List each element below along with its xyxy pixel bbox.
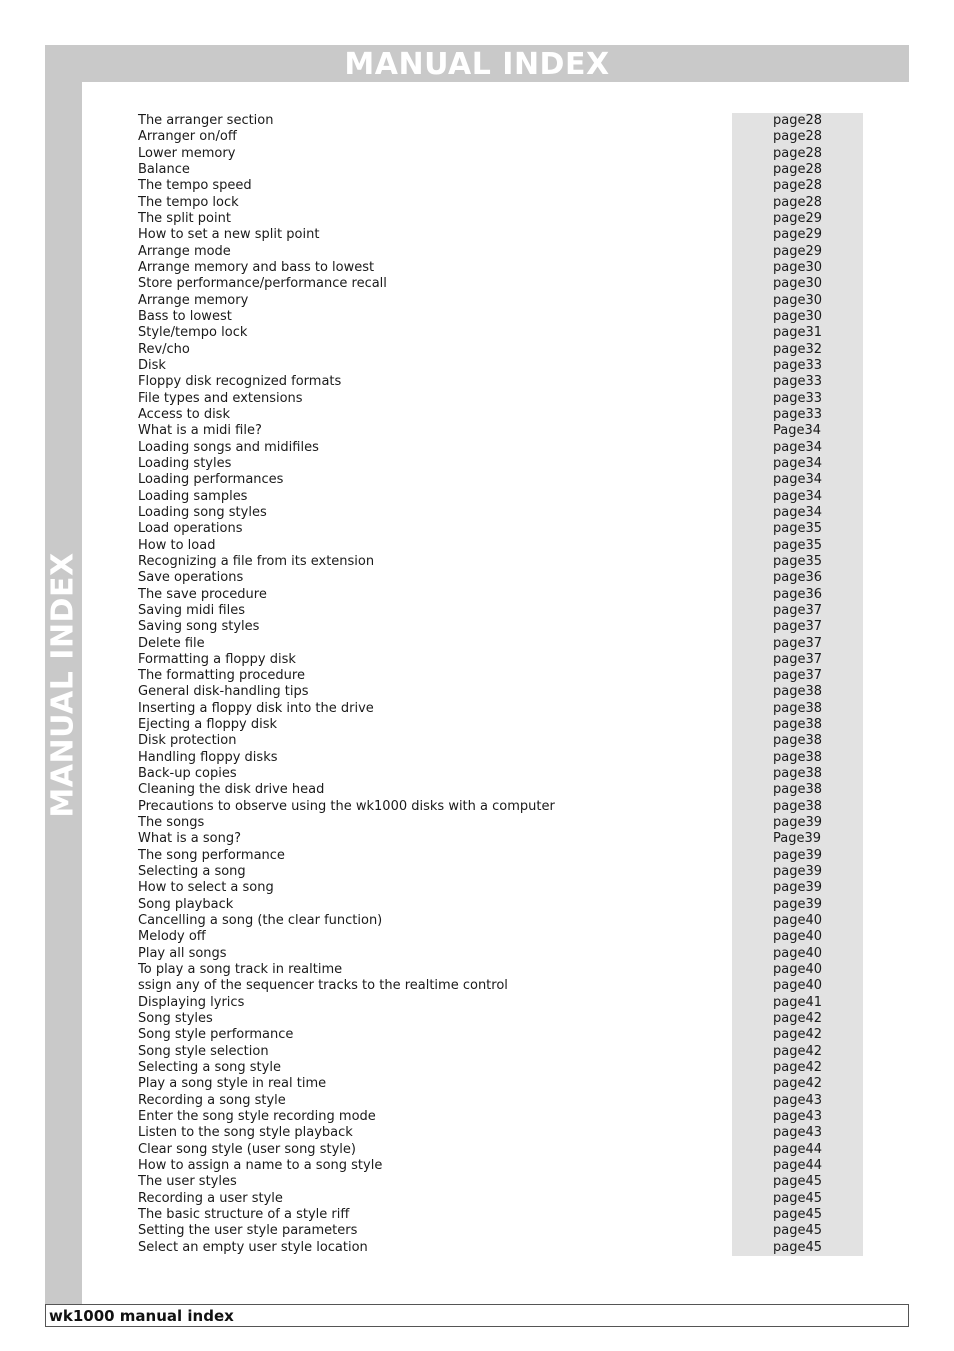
index-entry (138, 750, 863, 766)
index-entry-title: The tempo speed (138, 178, 252, 194)
index-entry-title: Formatting a floppy disk (138, 651, 296, 667)
index-entry-title: Loading performances (138, 472, 284, 488)
index-entry (138, 570, 863, 586)
index-entry-page: page34 (773, 472, 823, 488)
page-title: MANUAL INDEX (344, 47, 610, 82)
index-entry-title: Cancelling a song (the clear function) (138, 913, 383, 929)
index-entry (138, 1093, 863, 1109)
index-entry (138, 848, 863, 864)
index-entry-title: Select an empty user style location (138, 1239, 368, 1255)
index-entry-page: page45 (773, 1223, 823, 1239)
index-entry (138, 652, 863, 668)
index-entry (138, 195, 863, 211)
index-entry (138, 1044, 863, 1060)
index-entry-page: page38 (773, 717, 823, 733)
index-entry (138, 701, 863, 717)
index-entry-title: Arrange memory (138, 292, 249, 308)
index-entry-title: What is a midi file? (138, 423, 262, 439)
index-entry-title: The save procedure (138, 586, 267, 602)
index-entry-title: Disk protection (138, 733, 237, 749)
index-entry-page: page39 (773, 847, 823, 863)
index-entry-page: page33 (773, 406, 823, 422)
index-entry-title: Loading song styles (138, 504, 267, 520)
index-entry-title: Selecting a song style (138, 1060, 281, 1076)
index-entry-title: Save operations (138, 570, 244, 586)
index-entry-page: page42 (773, 1076, 823, 1092)
footer-label: wk1000 manual index (49, 1307, 234, 1325)
index-entry (138, 227, 863, 243)
index-entry (138, 978, 863, 994)
index-entry-page: page30 (773, 292, 823, 308)
index-entry-page: page38 (773, 749, 823, 765)
index-entry-title: Ejecting a floppy disk (138, 717, 278, 733)
index-entry-title: How to assign a name to a song style (138, 1158, 383, 1173)
index-entry (138, 505, 863, 521)
index-entry-title: Loading songs and midifiles (138, 439, 319, 455)
index-entry (138, 554, 863, 570)
index-entry-title: Selecting a song (138, 864, 246, 880)
index-entry-page: page40 (773, 962, 823, 978)
index-entry-title: Balance (138, 161, 190, 177)
index-entry (138, 1223, 863, 1239)
index-entry (138, 636, 863, 652)
index-entry-title: General disk-handling tips (138, 684, 309, 700)
index-entry-page: page42 (773, 1043, 823, 1059)
index-entry-page: page31 (773, 325, 823, 341)
index-entry (138, 1011, 863, 1027)
index-entry-title: The songs (138, 815, 205, 831)
index-entry-page: Page34 (773, 423, 822, 439)
index-entry (138, 1158, 863, 1174)
index-entry-page: page43 (773, 1092, 823, 1108)
index-entry-page: page38 (773, 733, 823, 749)
index-entry-page: page39 (773, 896, 823, 912)
index-entry-page: page33 (773, 374, 823, 390)
index-entry-title: The user styles (138, 1174, 237, 1190)
index-entry-title: Play a song style in real time (138, 1076, 327, 1092)
index-entry (138, 113, 863, 129)
index-entry-title: Arrange mode (138, 243, 231, 259)
index-entry (138, 276, 863, 292)
index-entry-page: page37 (773, 651, 823, 667)
index-entry-title: Handling floppy disks (138, 749, 278, 765)
index-entry (138, 733, 863, 749)
index-entry (138, 995, 863, 1011)
index-entry (138, 1027, 863, 1043)
index-entry (138, 162, 863, 178)
index-entry-page: page36 (773, 570, 823, 586)
index-entry (138, 129, 863, 145)
index-entry-title: Setting the user style parameters (138, 1223, 358, 1239)
index-entry-title: Listen to the song style playback (138, 1125, 353, 1141)
index-entry-page: page35 (773, 553, 823, 569)
index-entry-title: Floppy disk recognized formats (138, 374, 342, 390)
index-entry-title: Arrange memory and bass to lowest (138, 259, 375, 275)
index-entry (138, 1125, 863, 1141)
index-entry-page: page30 (773, 276, 823, 292)
index-entry-page: page38 (773, 798, 823, 814)
index-entry (138, 521, 863, 537)
index-entry-title: How to select a song (138, 880, 274, 896)
index-entry-title: Melody off (138, 929, 206, 945)
index-entry-title: Rev/cho (138, 341, 190, 357)
index-entry (138, 309, 863, 325)
index-entry (138, 358, 863, 374)
index-entry-title: Arranger on/off (138, 129, 237, 145)
index-entry (138, 489, 863, 505)
index-entry-title: What is a song? (138, 831, 242, 847)
index-entry (138, 929, 863, 945)
index-entry-page: page28 (773, 113, 823, 128)
index-entry-page: page37 (773, 635, 823, 651)
index-entry-title: Loading styles (138, 455, 232, 471)
index-entry-page: page37 (773, 619, 823, 635)
index-entry-page: page41 (773, 994, 823, 1010)
index-entry (138, 946, 863, 962)
index-entry (138, 619, 863, 635)
index-entry-page: page30 (773, 259, 823, 275)
index-entry-title: Back-up copies (138, 766, 237, 782)
index-entry (138, 260, 863, 276)
index-entry-title: How to load (138, 537, 216, 553)
index-entry-title: The split point (138, 210, 231, 226)
index-entry-title: Recording a user style (138, 1190, 283, 1206)
index-entry (138, 799, 863, 815)
index-entry-title: The formatting procedure (138, 668, 305, 684)
index-entry (138, 342, 863, 358)
index-entry-page: page37 (773, 668, 823, 684)
index-entry-title: Song style performance (138, 1027, 294, 1043)
index-entry-page: page28 (773, 161, 823, 177)
index-entry-title: Recording a song style (138, 1092, 286, 1108)
index-entry (138, 587, 863, 603)
index-entry-title: Access to disk (138, 406, 230, 422)
index-entry-title: Song styles (138, 1011, 213, 1027)
index-entry-page: page40 (773, 929, 823, 945)
index-entry-page: page42 (773, 1060, 823, 1076)
index-entry-title: File types and extensions (138, 390, 303, 406)
index-entry-title: The arranger section (138, 113, 274, 128)
index-entry-page: page45 (773, 1174, 823, 1190)
index-entry-page: page38 (773, 782, 823, 798)
index-entry (138, 456, 863, 472)
index-entry (138, 440, 863, 456)
index-entry-page: page40 (773, 978, 823, 994)
index-entry-title: Recognizing a file from its extension (138, 553, 375, 569)
index-entry-page: page33 (773, 357, 823, 373)
index-entry-title: Style/tempo lock (138, 325, 248, 341)
index-entry-title: Inserting a floppy disk into the drive (138, 700, 374, 716)
index-entry-page: page29 (773, 210, 823, 226)
index-entry-page: page28 (773, 129, 823, 145)
index-entry (138, 766, 863, 782)
index-entry-title: Clear song style (user song style) (138, 1141, 356, 1157)
index-entry-page: page43 (773, 1125, 823, 1141)
index-entry (138, 293, 863, 309)
index-entry (138, 668, 863, 684)
index-entry-title: Disk (138, 357, 166, 373)
index-entry-page: page44 (773, 1141, 823, 1157)
index-entry-page: page40 (773, 913, 823, 929)
sidebar-title: MANUAL INDEX (45, 552, 81, 818)
index-entry-page: page35 (773, 521, 823, 537)
index-entry-page: page45 (773, 1239, 823, 1255)
index-entry (138, 815, 863, 831)
index-entry-page: page34 (773, 504, 823, 520)
footer (45, 1304, 909, 1327)
index-entry-page: page29 (773, 227, 823, 243)
index-entry-page: page38 (773, 766, 823, 782)
index-entry-page: page35 (773, 537, 823, 553)
index-entry-title: Song playback (138, 896, 234, 912)
index-entry-title: Loading samples (138, 488, 248, 504)
index-entry (138, 603, 863, 619)
index-entry (138, 1207, 863, 1223)
index-entry (138, 244, 863, 260)
index-entry-page: page45 (773, 1206, 823, 1222)
index-entry (138, 962, 863, 978)
index-entry-title: Lower memory (138, 145, 236, 161)
index-entry (138, 684, 863, 700)
index-entry-page: page34 (773, 439, 823, 455)
index-entry (138, 1060, 863, 1076)
index-entry-page: page42 (773, 1027, 823, 1043)
index-entry (138, 1191, 863, 1207)
index-entry (138, 1109, 863, 1125)
index-entry-page: page29 (773, 243, 823, 259)
index-entry-page: page30 (773, 308, 823, 324)
index-entry-title: Store performance/performance recall (138, 276, 387, 292)
index-entry-title: Saving song styles (138, 619, 260, 635)
index-entry (138, 880, 863, 896)
index-entry-page: page36 (773, 586, 823, 602)
index-entry (138, 538, 863, 554)
index-entry-title: The basic structure of a style riff (138, 1206, 350, 1222)
index-entry-page: page43 (773, 1109, 823, 1125)
index-entry-page: page45 (773, 1190, 823, 1206)
index-entry (138, 897, 863, 913)
index-entry (138, 391, 863, 407)
index-entry-page: page34 (773, 488, 823, 504)
index-entry (138, 1240, 863, 1256)
index-entry (138, 864, 863, 880)
index-entry-page: page39 (773, 815, 823, 831)
index-entry-title: Precautions to observe using the wk1000 disks with a computer (138, 798, 555, 814)
index-entry-title: Saving midi files (138, 602, 245, 618)
index-entry-page: page28 (773, 178, 823, 194)
index-entry-page: page32 (773, 341, 823, 357)
index-entry (138, 146, 863, 162)
index-entry-title: ssign any of the sequencer tracks to the realtime control (138, 978, 508, 994)
index-entry-title: Bass to lowest (138, 308, 232, 324)
index-entry-title: How to set a new split point (138, 227, 320, 243)
index-entry (138, 423, 863, 439)
index-entry (138, 913, 863, 929)
index-entry-page: page38 (773, 684, 823, 700)
index-entry-page: page28 (773, 194, 823, 210)
index-entry (138, 717, 863, 733)
index-entry-title: Displaying lyrics (138, 994, 245, 1010)
index-entry (138, 407, 863, 423)
index-entry (138, 782, 863, 798)
index-list (138, 113, 863, 1256)
index-entry-title: Play all songs (138, 945, 227, 961)
index-entry-page: page34 (773, 455, 823, 471)
index-entry-page: page39 (773, 880, 823, 896)
index-entry-title: Song style selection (138, 1043, 269, 1059)
index-entry-page: page37 (773, 602, 823, 618)
index-entry-title: Enter the song style recording mode (138, 1109, 376, 1125)
index-entry (138, 325, 863, 341)
index-entry-page: page33 (773, 390, 823, 406)
index-entry (138, 1142, 863, 1158)
index-entry-page: page40 (773, 945, 823, 961)
index-entry (138, 211, 863, 227)
index-entry (138, 831, 863, 847)
index-entry-title: Load operations (138, 521, 243, 537)
index-entry-page: page38 (773, 700, 823, 716)
index-entry (138, 472, 863, 488)
index-entry (138, 374, 863, 390)
index-entry (138, 178, 863, 194)
index-entry-page: page42 (773, 1011, 823, 1027)
index-entry-title: The song performance (138, 847, 285, 863)
index-entry-title: Delete file (138, 635, 205, 651)
index-entry-title: To play a song track in realtime (138, 962, 343, 978)
index-entry (138, 1174, 863, 1190)
index-entry-page: page44 (773, 1158, 823, 1173)
index-entry-title: Cleaning the disk drive head (138, 782, 325, 798)
index-entry (138, 1076, 863, 1092)
index-entry-page: page28 (773, 145, 823, 161)
index-entry-page: Page39 (773, 831, 822, 847)
index-entry-title: The tempo lock (138, 194, 239, 210)
index-entry-page: page39 (773, 864, 823, 880)
